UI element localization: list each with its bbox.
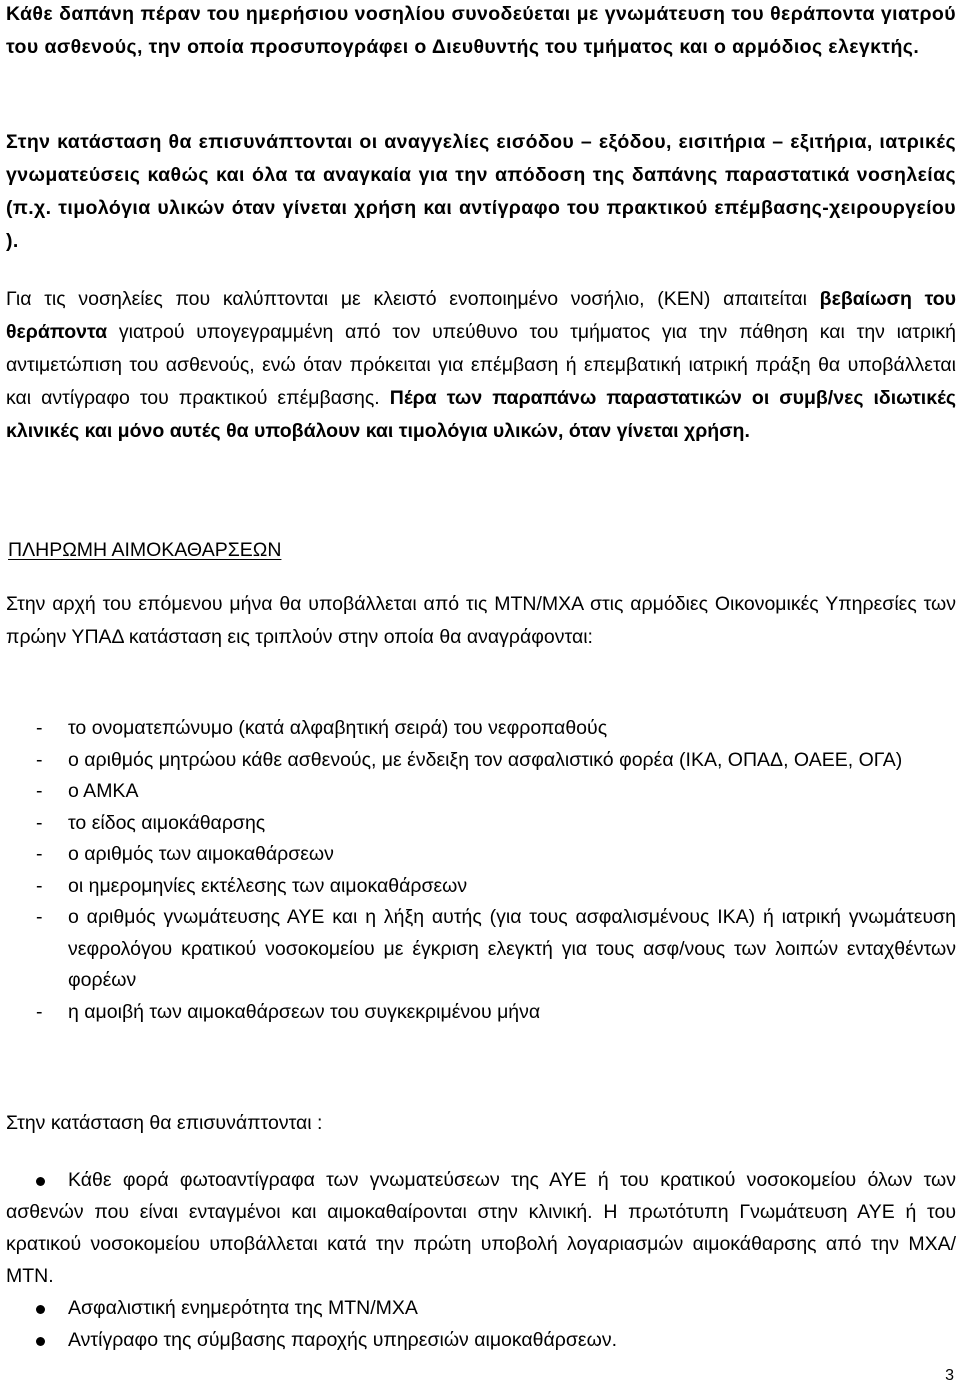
bullet-icon — [36, 1177, 45, 1186]
attachments-bullet-list — [6, 1164, 956, 1356]
list-item: - ο ΑΜΚΑ — [6, 776, 956, 808]
ken-text-part-2: γιατρού υπογεγραμμένη από τον υπεύθυνο του τμήματος για την πάθηση και την ιατρική αντιμετώπιση του ασθενούς, ενώ όταν πρόκειται για επέμβαση ή επεμβατική ιατρική πράξη θα υποβάλλεται και αντίγραφο του πρακτικού επέμβασης. — [6, 321, 956, 409]
dialysis-statement-items-list — [6, 713, 956, 1028]
list-item: - ο αριθμός γνωμάτευσης ΑΥΕ και η λήξη αυτής (για τους ασφαλισμένους ΙΚΑ) ή ιατρική γνωμάτευση νεφρολόγου κρατικού νοσοκομείου με έγκριση ελεγκτή για τους ασφ/νους των λοιπών ενταχθέντων φορέων — [6, 902, 956, 997]
ken-text-bold-private-clinics: Πέρα των παραπάνω παραστατικών οι συμβ/νες ιδιωτικές κλινικές και μόνο αυτές θα υποβάλουν και τιμολόγια υλικών, όταν γίνεται χρήση. — [6, 387, 957, 442]
bullet-icon — [36, 1337, 45, 1346]
paragraph-attachments-hospitalization: Στην κατάσταση θα επισυνάπτονται οι αναγγελίες εισόδου – εξόδου, εισιτήρια – εξιτήρια, ιατρικές γνωματεύσεις καθώς και όλα τα αναγκαία για την απόδοση της δαπάνης παραστατικά νοσηλείας (π.χ. τιμολόγια υλικών όταν γίνεται χρήση και αντίγραφο του πρακτικού επέμβασης-χειρουργείου ). — [6, 131, 956, 252]
bullet-item-text: Ασφαλιστική ενημερότητα της ΜΤΝ/ΜΧΑ — [68, 1297, 418, 1319]
list-item: - το είδος αιμοκάθαρσης — [6, 808, 956, 840]
bullet-item-text: Αντίγραφο της σύμβασης παροχής υπηρεσιών αιμοκαθάρσεων. — [68, 1329, 618, 1351]
ken-text-bold-certificate: βεβαίωση του θεράποντα — [6, 288, 957, 343]
page-number: 3 — [945, 1367, 954, 1384]
paragraph-expense-opinion: Κάθε δαπάνη πέραν του ημερήσιου νοσηλίου συνοδεύεται με γνωμάτευση του θεράποντα γιατρού του ασθενούς, την οποία προσυπογράφει ο Διευθυντής του τμήματος και ο αρμόδιος ελεγκτής. — [6, 3, 956, 58]
bullet-list-item — [6, 1292, 956, 1324]
ken-text-part-1: Για τις νοσηλείες που καλύπτονται με κλειστό ενοποιημένο νοσήλιο, (ΚΕΝ) απαιτείται — [6, 288, 807, 310]
bullet-item-text: Κάθε φορά φωτοαντίγραφα των γνωματεύσεων της ΑΥΕ ή του κρατικού νοσοκομείου όλων των ασθενών που είναι ενταγμένοι και αιμοκαθαίρονται στην κλινική. Η πρωτότυπη Γνωμάτευση ΑΥΕ ή του κρατικού νοσοκομείου υποβάλλεται κατά την πρώτη υποβολή λογαριασμών αιμοκάθαρσης από την ΜΧΑ/ΜΤΝ. — [6, 1169, 956, 1287]
section-heading-dialysis-payment: ΠΛΗΡΩΜΗ ΑΙΜΟΚΑΘΑΡΣΕΩΝ — [8, 539, 282, 561]
paragraph-statement-attachments: Στην κατάσταση θα επισυνάπτονται : — [6, 1112, 323, 1134]
list-item: - ο αριθμός των αιμοκαθάρσεων — [6, 839, 956, 871]
bullet-icon — [36, 1305, 45, 1314]
list-item: - η αμοιβή των αιμοκαθάρσεων του συγκεκριμένου μήνα — [6, 997, 956, 1029]
paragraph-dialysis-statement: Στην αρχή του επόμενου μήνα θα υποβάλλεται από τις ΜΤΝ/ΜΧΑ στις αρμόδιες Οικονομικές Υπηρεσίες των πρώην ΥΠΑΔ κατάσταση εις τριπλούν στην οποία θα αναγράφονται: — [6, 593, 956, 648]
list-item: - το ονοματεπώνυμο (κατά αλφαβητική σειρά) του νεφροπαθούς — [6, 713, 956, 745]
bullet-list-item — [6, 1164, 956, 1292]
list-item: - οι ημερομηνίες εκτέλεσης των αιμοκαθάρσεων — [6, 871, 956, 903]
paragraph-ken-hospitalization — [6, 283, 956, 448]
list-item: - ο αριθμός μητρώου κάθε ασθενούς, με ένδειξη τον ασφαλιστικό φορέα (ΙΚΑ, ΟΠΑΔ, ΟΑΕΕ, ΟΓΑ) — [6, 745, 956, 777]
bullet-list-item — [6, 1324, 956, 1356]
